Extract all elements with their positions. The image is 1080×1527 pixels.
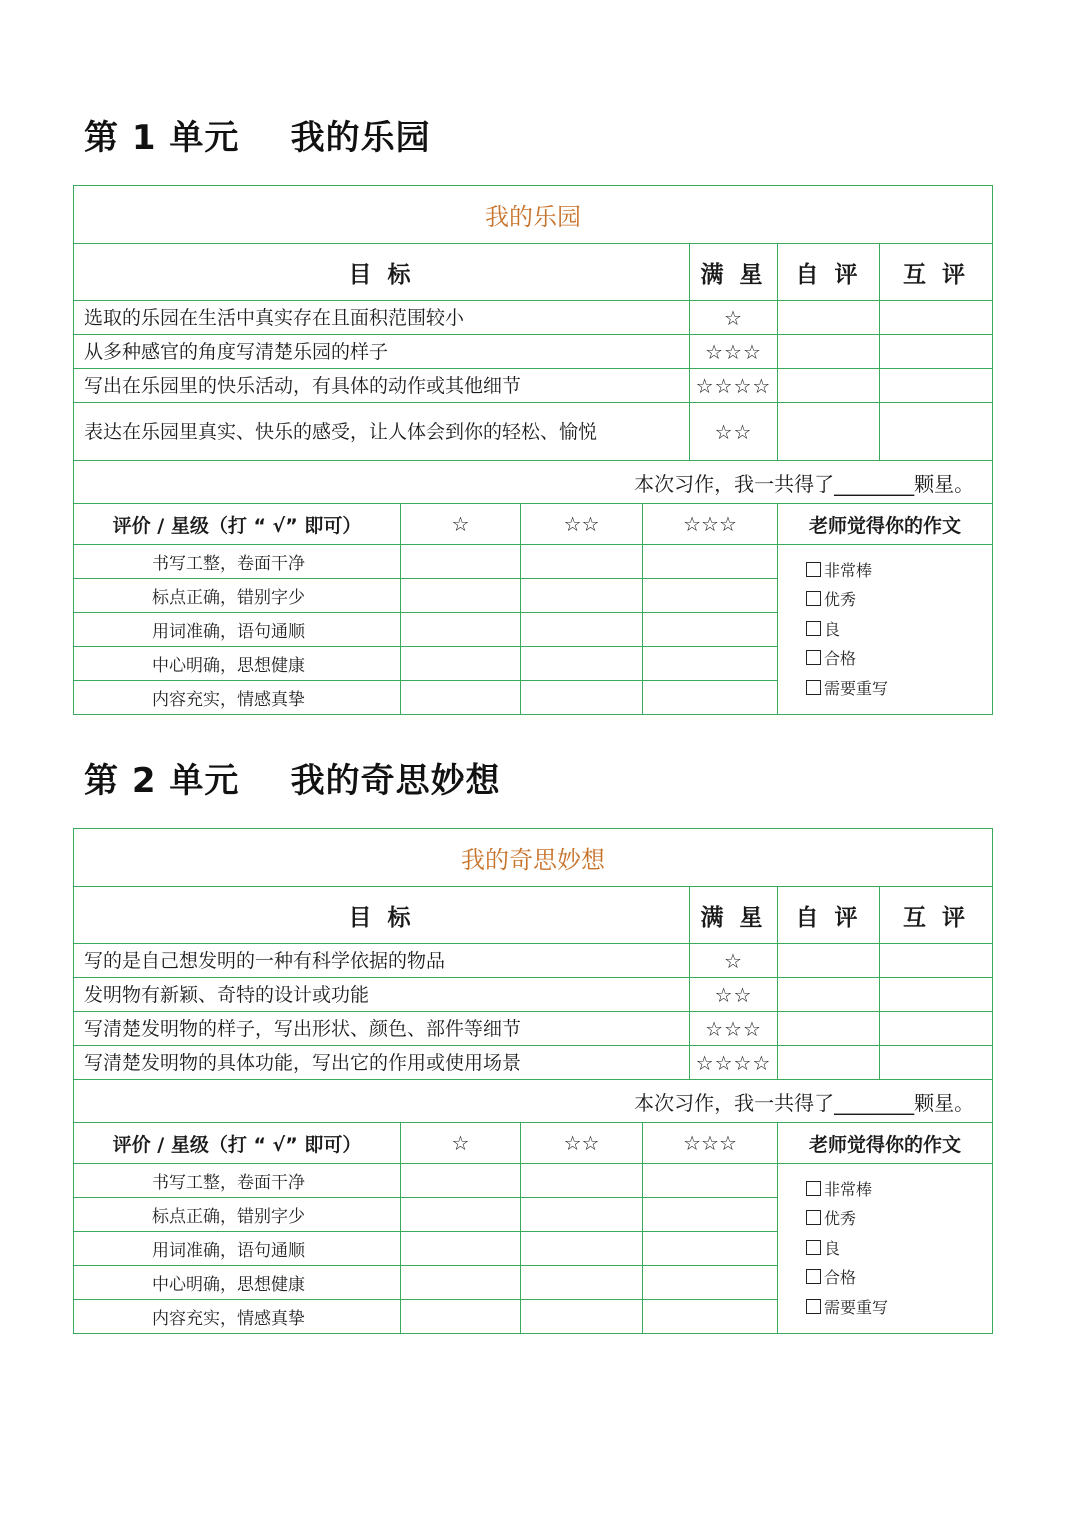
checkbox-icon[interactable]	[806, 680, 821, 695]
peer-eval-cell[interactable]	[880, 403, 993, 461]
eval-rating-header: 评价 / 星级（打 “ √” 即可）	[74, 504, 401, 545]
teacher-option[interactable]: 优秀	[806, 1204, 992, 1234]
self-eval-cell[interactable]	[778, 978, 880, 1012]
total-stars-line: 本次习作，我一共得了________颗星。	[74, 1080, 993, 1123]
self-eval-header: 自 评	[778, 887, 880, 944]
criterion-label: 内容充实，情感真挚	[74, 681, 401, 715]
peer-eval-cell[interactable]	[880, 978, 993, 1012]
goal-text: 写清楚发明物的样子，写出形状、颜色、部件等细节	[74, 1012, 690, 1046]
teacher-comment-header: 老师觉得你的作文	[778, 504, 993, 545]
goal-full-stars: ☆☆☆	[690, 335, 778, 369]
self-eval-cell[interactable]	[778, 1012, 880, 1046]
peer-eval-header: 互 评	[880, 887, 993, 944]
rating-cell[interactable]	[643, 1300, 778, 1334]
rating-three-star-header: ☆☆☆	[643, 1123, 778, 1164]
unit-2-heading: 第 2 单元 我的奇思妙想	[84, 761, 501, 801]
goal-header: 目 标	[74, 887, 690, 944]
goal-text: 选取的乐园在生活中真实存在且面积范围较小	[74, 301, 690, 335]
peer-eval-header: 互 评	[880, 244, 993, 301]
rating-cell[interactable]	[401, 681, 521, 715]
rating-cell[interactable]	[521, 1300, 643, 1334]
teacher-option[interactable]: 非常棒	[806, 1175, 992, 1205]
unit-1-heading: 第 1 单元 我的乐园	[84, 118, 431, 158]
rating-cell[interactable]	[521, 1232, 643, 1266]
goal-full-stars: ☆☆	[690, 978, 778, 1012]
rating-cell[interactable]	[401, 1198, 521, 1232]
rating-cell[interactable]	[643, 545, 778, 579]
goal-full-stars: ☆☆	[690, 403, 778, 461]
unit-2-table-title: 我的奇思妙想	[74, 829, 993, 887]
goal-header: 目 标	[74, 244, 690, 301]
goal-full-stars: ☆	[690, 301, 778, 335]
goal-full-stars: ☆☆☆☆	[690, 369, 778, 403]
rating-cell[interactable]	[521, 545, 643, 579]
criterion-label: 中心明确，思想健康	[74, 1266, 401, 1300]
checkbox-icon[interactable]	[806, 591, 821, 606]
rating-cell[interactable]	[643, 1266, 778, 1300]
rating-one-star-header: ☆	[401, 1123, 521, 1164]
unit-1-rubric-table	[73, 185, 993, 715]
checkbox-icon[interactable]	[806, 562, 821, 577]
rating-cell[interactable]	[643, 613, 778, 647]
peer-eval-cell[interactable]	[880, 1046, 993, 1080]
rating-two-star-header: ☆☆	[521, 1123, 643, 1164]
rating-cell[interactable]	[643, 1164, 778, 1198]
goal-text: 表达在乐园里真实、快乐的感受，让人体会到你的轻松、愉悦	[74, 403, 690, 461]
teacher-option[interactable]: 优秀	[806, 585, 992, 615]
checkbox-icon[interactable]	[806, 1269, 821, 1284]
self-eval-cell[interactable]	[778, 335, 880, 369]
criterion-label: 标点正确，错别字少	[74, 1198, 401, 1232]
rating-cell[interactable]	[521, 1266, 643, 1300]
rating-cell[interactable]	[401, 647, 521, 681]
checkbox-icon[interactable]	[806, 1240, 821, 1255]
rating-one-star-header: ☆	[401, 504, 521, 545]
self-eval-header: 自 评	[778, 244, 880, 301]
rating-cell[interactable]	[401, 1232, 521, 1266]
peer-eval-cell[interactable]	[880, 944, 993, 978]
criterion-label: 内容充实，情感真挚	[74, 1300, 401, 1334]
checkbox-icon[interactable]	[806, 1210, 821, 1225]
rating-cell[interactable]	[643, 579, 778, 613]
checkbox-icon[interactable]	[806, 1181, 821, 1196]
teacher-options	[778, 1164, 993, 1334]
rating-cell[interactable]	[401, 545, 521, 579]
criterion-label: 中心明确，思想健康	[74, 647, 401, 681]
teacher-option[interactable]: 需要重写	[806, 1293, 992, 1323]
teacher-comment-header: 老师觉得你的作文	[778, 1123, 993, 1164]
full-stars-header: 满 星	[690, 887, 778, 944]
checkbox-icon[interactable]	[806, 650, 821, 665]
goal-text: 从多种感官的角度写清楚乐园的样子	[74, 335, 690, 369]
teacher-option[interactable]: 良	[806, 1234, 992, 1264]
rating-cell[interactable]	[521, 647, 643, 681]
rating-cell[interactable]	[401, 1164, 521, 1198]
teacher-option[interactable]: 需要重写	[806, 674, 992, 704]
rating-cell[interactable]	[401, 579, 521, 613]
rating-cell[interactable]	[643, 1232, 778, 1266]
peer-eval-cell[interactable]	[880, 1012, 993, 1046]
criterion-label: 标点正确，错别字少	[74, 579, 401, 613]
peer-eval-cell[interactable]	[880, 301, 993, 335]
rating-cell[interactable]	[401, 613, 521, 647]
goal-full-stars: ☆☆☆☆	[690, 1046, 778, 1080]
rating-three-star-header: ☆☆☆	[643, 504, 778, 545]
teacher-option[interactable]: 非常棒	[806, 556, 992, 586]
self-eval-cell[interactable]	[778, 369, 880, 403]
rating-cell[interactable]	[643, 1198, 778, 1232]
peer-eval-cell[interactable]	[880, 335, 993, 369]
goal-text: 发明物有新颖、奇特的设计或功能	[74, 978, 690, 1012]
goal-text: 写出在乐园里的快乐活动，有具体的动作或其他细节	[74, 369, 690, 403]
self-eval-cell[interactable]	[778, 301, 880, 335]
unit-2-rubric-table	[73, 828, 993, 1334]
criterion-label: 书写工整，卷面干净	[74, 545, 401, 579]
rating-cell[interactable]	[643, 647, 778, 681]
goal-text: 写清楚发明物的具体功能，写出它的作用或使用场景	[74, 1046, 690, 1080]
checkbox-icon[interactable]	[806, 621, 821, 636]
rating-cell[interactable]	[521, 613, 643, 647]
rating-cell[interactable]	[643, 681, 778, 715]
peer-eval-cell[interactable]	[880, 369, 993, 403]
criterion-label: 书写工整，卷面干净	[74, 1164, 401, 1198]
rating-cell[interactable]	[521, 1198, 643, 1232]
goal-full-stars: ☆	[690, 944, 778, 978]
rating-cell[interactable]	[401, 1266, 521, 1300]
rating-cell[interactable]	[521, 681, 643, 715]
criterion-label: 用词准确，语句通顺	[74, 613, 401, 647]
rating-cell[interactable]	[521, 1164, 643, 1198]
criterion-label: 用词准确，语句通顺	[74, 1232, 401, 1266]
self-eval-cell[interactable]	[778, 1046, 880, 1080]
total-stars-line: 本次习作，我一共得了________颗星。	[74, 461, 993, 504]
eval-rating-header: 评价 / 星级（打 “ √” 即可）	[74, 1123, 401, 1164]
self-eval-cell[interactable]	[778, 403, 880, 461]
self-eval-cell[interactable]	[778, 944, 880, 978]
teacher-option[interactable]: 良	[806, 615, 992, 645]
rating-cell[interactable]	[401, 1300, 521, 1334]
teacher-option[interactable]: 合格	[806, 644, 992, 674]
goal-full-stars: ☆☆☆	[690, 1012, 778, 1046]
teacher-option[interactable]: 合格	[806, 1263, 992, 1293]
unit-1-table-title: 我的乐园	[74, 186, 993, 244]
rating-two-star-header: ☆☆	[521, 504, 643, 545]
checkbox-icon[interactable]	[806, 1299, 821, 1314]
rating-cell[interactable]	[521, 579, 643, 613]
teacher-options	[778, 545, 993, 715]
goal-text: 写的是自己想发明的一种有科学依据的物品	[74, 944, 690, 978]
full-stars-header: 满 星	[690, 244, 778, 301]
